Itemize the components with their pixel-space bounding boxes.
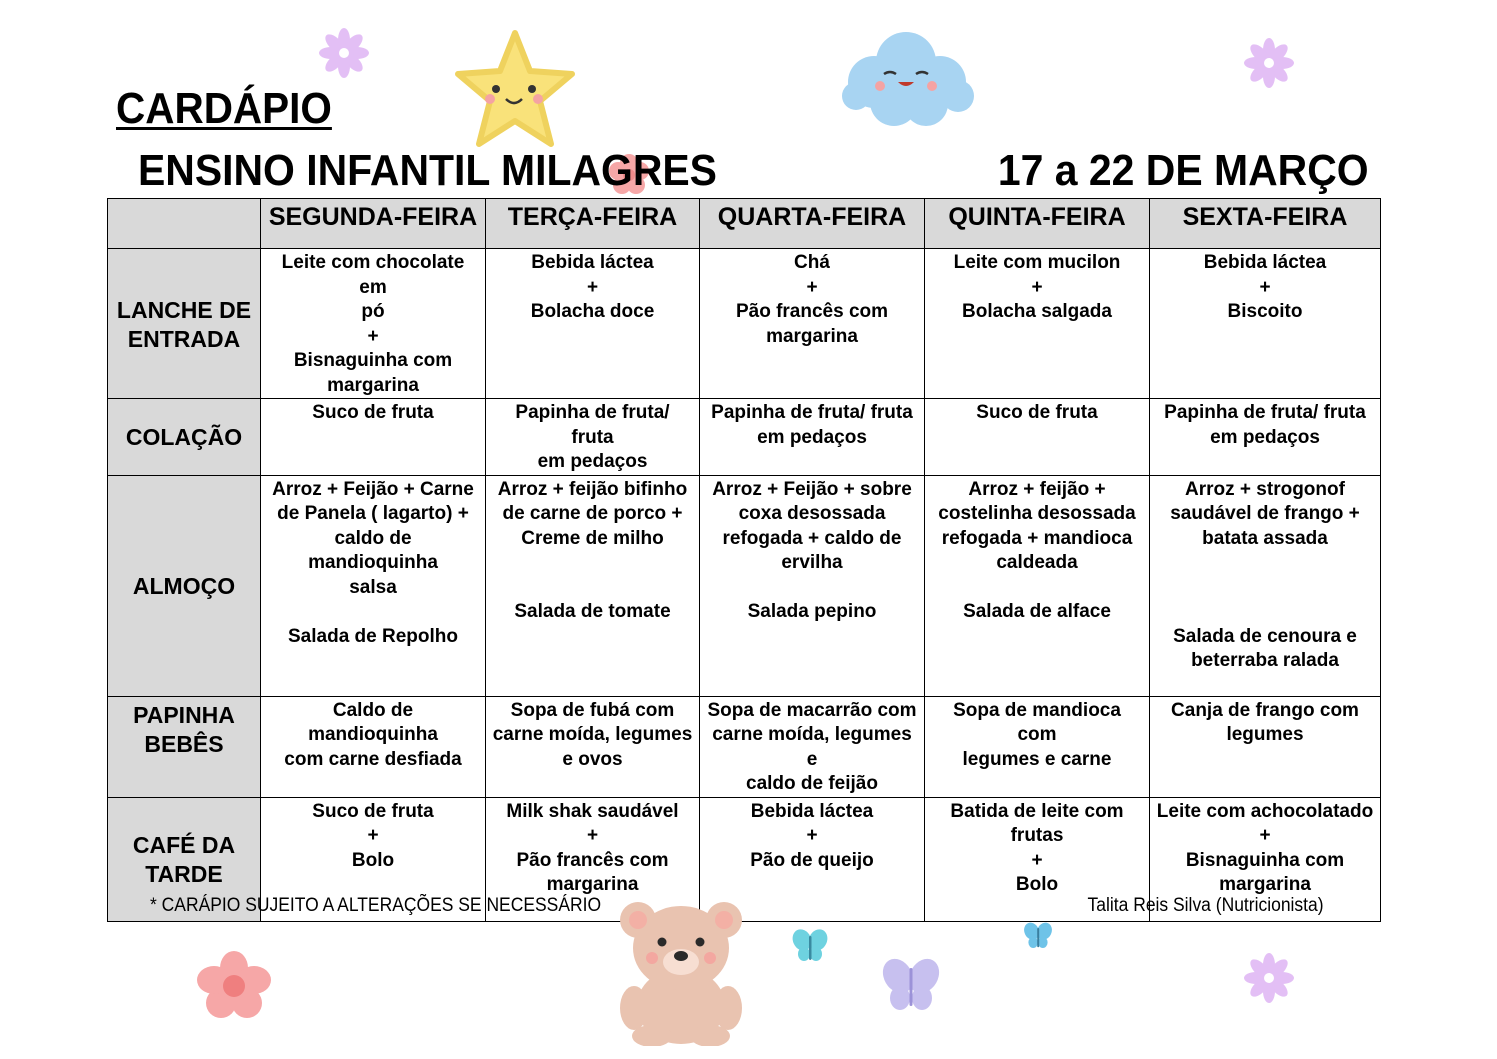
menu-cell: Papinha de fruta/ fruta em pedaços (700, 399, 925, 476)
flower-icon (192, 950, 276, 1022)
table-row (108, 696, 1381, 797)
meal-label: PAPINHA BEBÊS (108, 696, 261, 797)
menu-cell: Arroz + strogonof saudável de frango + batata assada Salada de cenoura e beterraba ralada (1150, 475, 1381, 696)
nutritionist-signature: Talita Reis Silva (Nutricionista) (1087, 895, 1324, 916)
menu-cell: Canja de frango com legumes (1150, 696, 1381, 797)
butterfly-icon (878, 956, 944, 1014)
star-icon (452, 27, 578, 153)
menu-cell: Suco de fruta + Bolo (261, 797, 486, 921)
meal-label: ALMOÇO (108, 475, 261, 696)
menu-cell: Sopa de mandioca com legumes e carne (925, 696, 1150, 797)
menu-cell: Suco de fruta (261, 399, 486, 476)
menu-cell: Leite com chocolate em pó + Bisnaguinha com margarina (261, 249, 486, 399)
day-header: SEXTA-FEIRA (1150, 199, 1381, 249)
date-range: 17 a 22 DE MARÇO (998, 146, 1369, 195)
day-header: TERÇA-FEIRA (486, 199, 700, 249)
day-header: QUARTA-FEIRA (700, 199, 925, 249)
menu-cell: Arroz + feijão bifinho de carne de porco + Creme de milho Salada de tomate (486, 475, 700, 696)
menu-cell: Arroz + Feijão + sobre coxa desossada refogada + caldo de ervilha Salada pepino (700, 475, 925, 696)
menu-cell: Sopa de fubá com carne moída, legumes e ovos (486, 696, 700, 797)
flower-icon (1243, 37, 1295, 89)
menu-table (107, 198, 1381, 922)
meal-label: CAFÉ DA TARDE (108, 797, 261, 921)
meal-label: LANCHE DE ENTRADA (108, 249, 261, 399)
menu-cell: Bebida láctea + Biscoito (1150, 249, 1381, 399)
table-row (108, 475, 1381, 696)
menu-cell: Milk shak saudável + Pão francês com margarina (486, 797, 700, 921)
menu-cell: Leite com achocolatado + Bisnaguinha com margarina (1150, 797, 1381, 921)
menu-cell: Sopa de macarrão com carne moída, legumes e caldo de feijão (700, 696, 925, 797)
menu-cell: Papinha de fruta/ fruta em pedaços (1150, 399, 1381, 476)
table-header-row (108, 199, 1381, 249)
day-header: QUINTA-FEIRA (925, 199, 1150, 249)
menu-cell: Suco de fruta (925, 399, 1150, 476)
table-row (108, 249, 1381, 399)
menu-cell: Batida de leite com frutas + Bolo (925, 797, 1150, 921)
school-name: ENSINO INFANTIL MILAGRES (138, 146, 717, 195)
meal-label: COLAÇÃO (108, 399, 261, 476)
menu-cell: Chá + Pão francês com margarina (700, 249, 925, 399)
teddy-bear-icon (614, 896, 748, 1046)
menu-cell: Leite com mucilon + Bolacha salgada (925, 249, 1150, 399)
table-row (108, 399, 1381, 476)
menu-cell: Bebida láctea + Bolacha doce (486, 249, 700, 399)
disclaimer-note: * CARÁPIO SUJEITO A ALTERAÇÕES SE NECESSÁRIO (150, 895, 602, 916)
day-header: SEGUNDA-FEIRA (261, 199, 486, 249)
flower-icon (1242, 951, 1296, 1005)
menu-cell: Arroz + feijão + costelinha desossada refogada + mandioca caldeada Salada de alface (925, 475, 1150, 696)
flower-icon (318, 27, 370, 79)
butterfly-icon (1022, 920, 1054, 952)
menu-cell: Caldo de mandioquinha com carne desfiada (261, 696, 486, 797)
menu-cell: Bebida láctea + Pão de queijo (700, 797, 925, 921)
cloud-icon (840, 26, 976, 130)
corner-cell (108, 199, 261, 249)
menu-cell: Arroz + Feijão + Carne de Panela ( lagarto) + caldo de mandioquinha salsa Salada de Repolho (261, 475, 486, 696)
menu-cell: Papinha de fruta/ fruta em pedaços (486, 399, 700, 476)
butterfly-icon (790, 926, 830, 966)
page-title: CARDÁPIO (116, 84, 332, 133)
